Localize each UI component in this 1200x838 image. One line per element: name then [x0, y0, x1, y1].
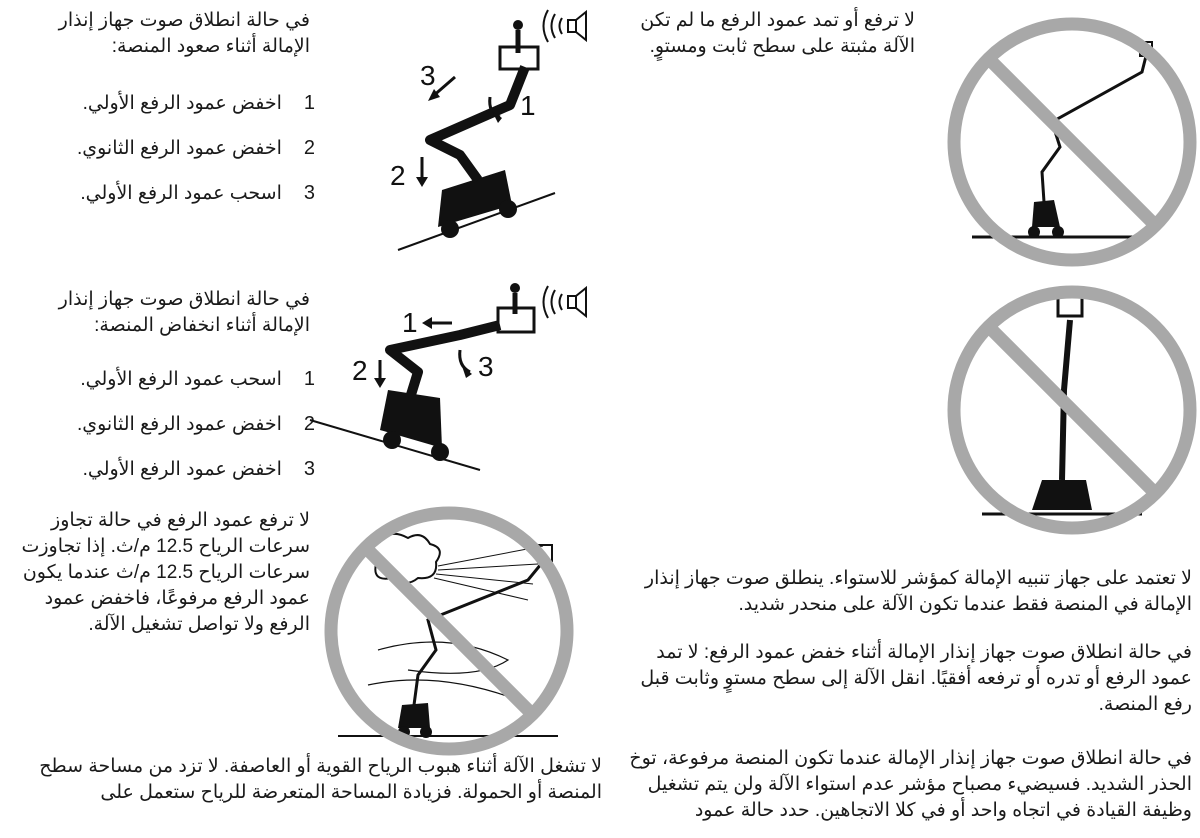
wind-speed-warning: لا ترفع عمود الرفع في حالة تجاوز سرعات الرياح 12.5 م/ث. إذا تجاوزت سرعات الرياح 12.5 م/ث عندما يكون عمود الرفع مرفوعًا، فاخفض عمود الرفع ولا تواصل تشغيل الآلة.	[21, 510, 310, 635]
step-text: اخفض عمود الرفع الأولي.	[82, 93, 282, 114]
storm-warning: لا تشغل الآلة أثناء هبوب الرياح القوية أو العاصفة. لا تزد من مساحة سطح المنصة أو الحمولة. فزيادة المساحة المتعرضة للرياح ستعمل على	[39, 756, 602, 803]
step-number: 1	[303, 92, 315, 114]
uphill-step-2	[77, 135, 315, 162]
alarm-horn-icon	[540, 282, 590, 322]
tilt-alarm-lowering-instructions: في حالة انطلاق صوت جهاز إنذار الإمالة أثناء خفض عمود الرفع: لا تمد عمود الرفع أو تدره أو ترفعه أفقيًا. انقل الآلة إلى سطح مستوٍ وثابت قبل رفع المنصة.	[640, 642, 1192, 715]
uphill-tilt-alarm-intro: في حالة انطلاق صوت جهاز إنذار الإمالة أثناء صعود المنصة:	[58, 10, 310, 57]
uphill-label-1: 1	[520, 90, 536, 121]
prohibition-icon	[318, 500, 580, 762]
downhill-tilt-alarm-intro: في حالة انطلاق صوت جهاز إنذار الإمالة أثناء انخفاض المنصة:	[58, 289, 310, 336]
step-text: اخفض عمود الرفع الثانوي.	[76, 138, 282, 159]
downhill-label-1: 1	[402, 307, 418, 338]
downhill-step-3	[83, 456, 315, 483]
step-number: 3	[303, 182, 315, 204]
step-number: 2	[303, 413, 315, 435]
uphill-label-2: 2	[390, 160, 406, 191]
prohibition-icon	[942, 12, 1200, 272]
uphill-boom-figure	[360, 5, 560, 255]
uphill-label-3: 3	[420, 60, 436, 91]
step-text: اسحب عمود الرفع الأولي.	[80, 183, 282, 204]
step-text: اخفض عمود الرفع الثانوي.	[76, 414, 282, 435]
step-text: اسحب عمود الرفع الأولي.	[80, 369, 282, 390]
uphill-step-1	[83, 90, 315, 117]
unlevel-surface-warning: لا ترفع أو تمد عمود الرفع ما لم تكن الآلة مثبتة على سطح ثابت ومستوٍ.	[640, 10, 915, 57]
step-text: اخفض عمود الرفع الأولي.	[82, 459, 282, 480]
downhill-label-2: 2	[352, 355, 368, 386]
downhill-label-3: 3	[478, 351, 494, 382]
alarm-horn-icon	[540, 6, 590, 46]
downhill-step-1	[80, 366, 315, 393]
downhill-boom-figure	[310, 280, 540, 470]
prohibition-icon	[942, 280, 1200, 540]
step-number: 1	[303, 368, 315, 390]
step-number: 3	[303, 458, 315, 480]
step-number: 2	[303, 137, 315, 159]
tilt-alarm-note: لا تعتمد على جهاز تنبيه الإمالة كمؤشر للاستواء. ينطلق صوت جهاز إنذار الإمالة في المنصة فقط عندما تكون الآلة على منحدر شديد.	[644, 568, 1192, 615]
downhill-step-2	[77, 411, 315, 438]
uphill-step-3	[80, 180, 315, 207]
tilt-alarm-raised-instructions: في حالة انطلاق صوت جهاز إنذار الإمالة عندما تكون المنصة مرفوعة، توخ الحذر الشديد. فسيضيء مصباح مؤشر عدم استواء الآلة ولن يتم تشغيل وظيفة القيادة في اتجاه واحد أو في كلا الاتجاهين. حدد حالة عمود	[629, 748, 1192, 821]
